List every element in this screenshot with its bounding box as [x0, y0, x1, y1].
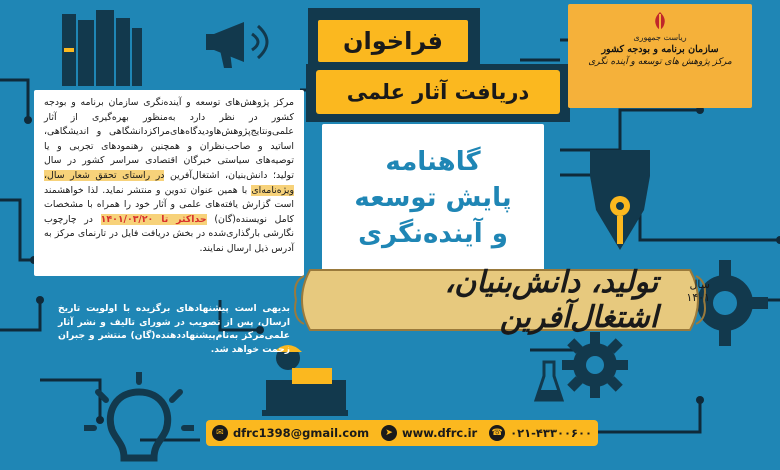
- magazine-title-line-3: و آینده‌نگری: [358, 219, 508, 249]
- lightbulb-icon: [84, 372, 194, 470]
- logo-line-presidency: ریاست جمهوری: [633, 33, 687, 42]
- selection-note: بدیهی است پیشنهادهای برگزیده با اولویت تاریخ ارسال، پس از تصویب در شورای تالیف و نشر آثار علمی‌مرکز به‌نام‌پیشنهاددهنده(گان) منتشر و جبران زحمت خواهد شد.: [58, 303, 290, 355]
- phone-text: ۰۲۱-۴۳۳۰۰۶۰۰: [510, 426, 593, 440]
- website-text: www.dfrc.ir: [401, 426, 478, 440]
- emblem-icon: [649, 10, 671, 32]
- description-part-2: با همین عنوان تدوین و منتشر نماید. لذا خواهشمند است گزارش یافته‌های علمی و آثار خود را همراه با مشخصات کامل نویسنده(گان): [44, 184, 295, 225]
- page-title: فراخوان: [318, 20, 468, 62]
- megaphone-icon: [204, 12, 284, 72]
- slogan-main: تولید، دانش‌بنیان، اشتغال‌آفرین: [444, 265, 659, 335]
- logo-line-organization: سازمان برنامه و بودجه کشور: [601, 44, 719, 55]
- slogan-text: [290, 262, 710, 338]
- logo-line-center: مرکز پژوهش های توسعه و آینده نگری: [588, 57, 732, 67]
- gear-icon: [560, 330, 630, 400]
- phone-icon: ☎: [489, 425, 505, 441]
- organization-logo: [568, 4, 752, 108]
- contact-phone[interactable]: [489, 425, 592, 441]
- books-icon: [60, 8, 144, 88]
- description-highlight-1: در راستای تحقق شعار سال، ویژه‌نامه‌ای: [44, 169, 295, 196]
- cursor-icon: ➤: [381, 425, 397, 441]
- slogan-year: سال ۱۴۰۱: [686, 278, 710, 304]
- magazine-title-card: [322, 124, 544, 272]
- pen-nib-icon: [570, 146, 670, 256]
- email-icon: ✉: [212, 425, 228, 441]
- flask-icon: [534, 360, 564, 404]
- call-description: [34, 90, 304, 276]
- contact-website[interactable]: [381, 425, 477, 441]
- magazine-title-line-2: پایش توسعه: [354, 183, 512, 213]
- page-subtitle: دریافت آثار علمی: [316, 70, 560, 114]
- deadline-highlight: حداکثر تا ۱۴۰۱/۰۳/۲۰: [100, 213, 207, 225]
- email-text: dfrc1398@gmail.com: [232, 426, 370, 440]
- description-part-3: در چارچوب نگارشی بارگذاری‌شده در بخش دریافت فایل در تارنمای مرکز به آدرس ذیل ارسال نمایند.: [44, 213, 294, 254]
- contact-email[interactable]: [212, 425, 369, 441]
- contact-bar: [206, 420, 598, 446]
- magazine-title-line-1: گاهنامه: [385, 147, 481, 177]
- description-part-1: مرکز پژوهش‌های توسعه و آینده‌نگری سازمان برنامه و بودجه کشور در نظر دارد به‌منظور بهره‌گیری از آثار علمی‌ونتایج‌پژوهش‌هاودیدگاه‌های‌مراکز‌دانشگاهی و اندیشگاهی، اساتید و صاحب‌نظران و همچنین رهنمودهای تجربی و یا توصیه‌های سیاستی خبرگان اقتصادی سراسر کشور در سال تولید؛ دانش‌بنیان، اشتغال‌آفرین: [44, 97, 295, 181]
